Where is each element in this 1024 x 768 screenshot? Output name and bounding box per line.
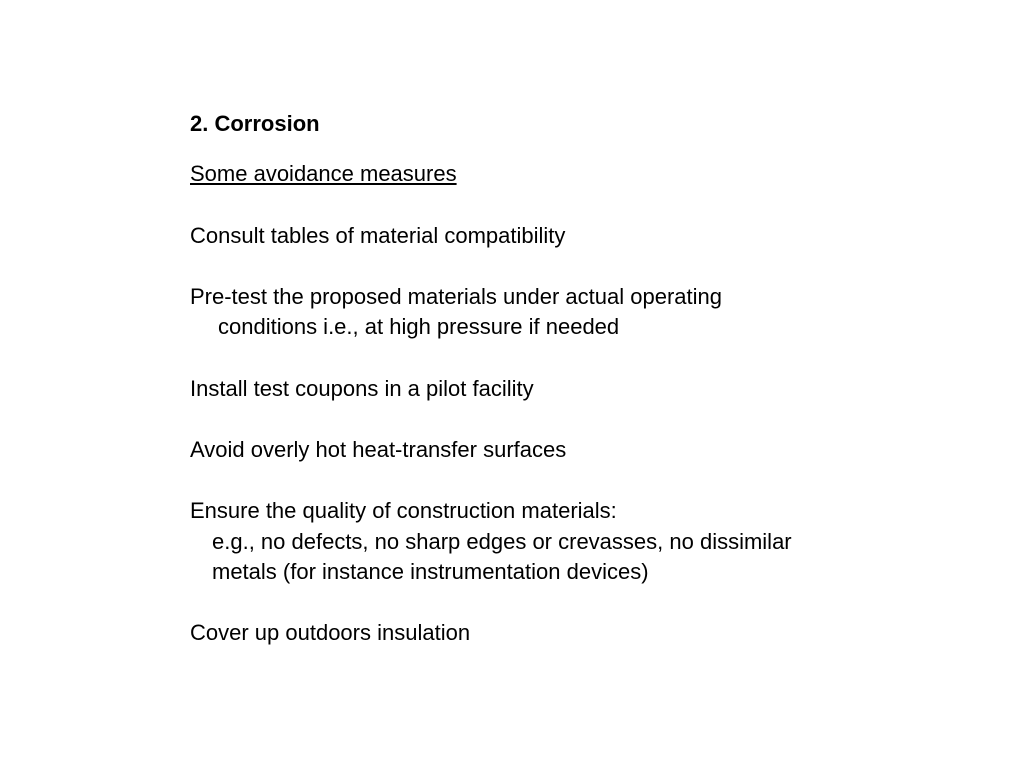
bullet-pretest-line-2: conditions i.e., at high pressure if needed	[218, 314, 620, 340]
bullet-quality-line-1: Ensure the quality of construction materials:	[190, 497, 617, 523]
bullet-heat-transfer-surfaces: Avoid overly hot heat-transfer surfaces	[190, 436, 567, 462]
bullet-quality-line-3: metals (for instance instrumentation devices)	[212, 559, 649, 585]
bullet-construction-quality	[190, 496, 950, 588]
slide-title: 2. Corrosion	[190, 111, 320, 136]
section-subtitle: Some avoidance measures	[190, 161, 457, 186]
bullet-outdoor-insulation: Cover up outdoors insulation	[190, 620, 471, 646]
bullet-pretest-materials	[190, 282, 950, 343]
bullet-pretest-line-1: Pre-test the proposed materials under actual operating	[190, 283, 722, 309]
bullet-quality-line-2: e.g., no defects, no sharp edges or crevasses, no dissimilar	[212, 528, 792, 554]
bullet-material-compatibility: Consult tables of material compatibility	[190, 222, 566, 248]
slide-content	[190, 108, 950, 649]
bullet-test-coupons: Install test coupons in a pilot facility	[190, 375, 534, 401]
